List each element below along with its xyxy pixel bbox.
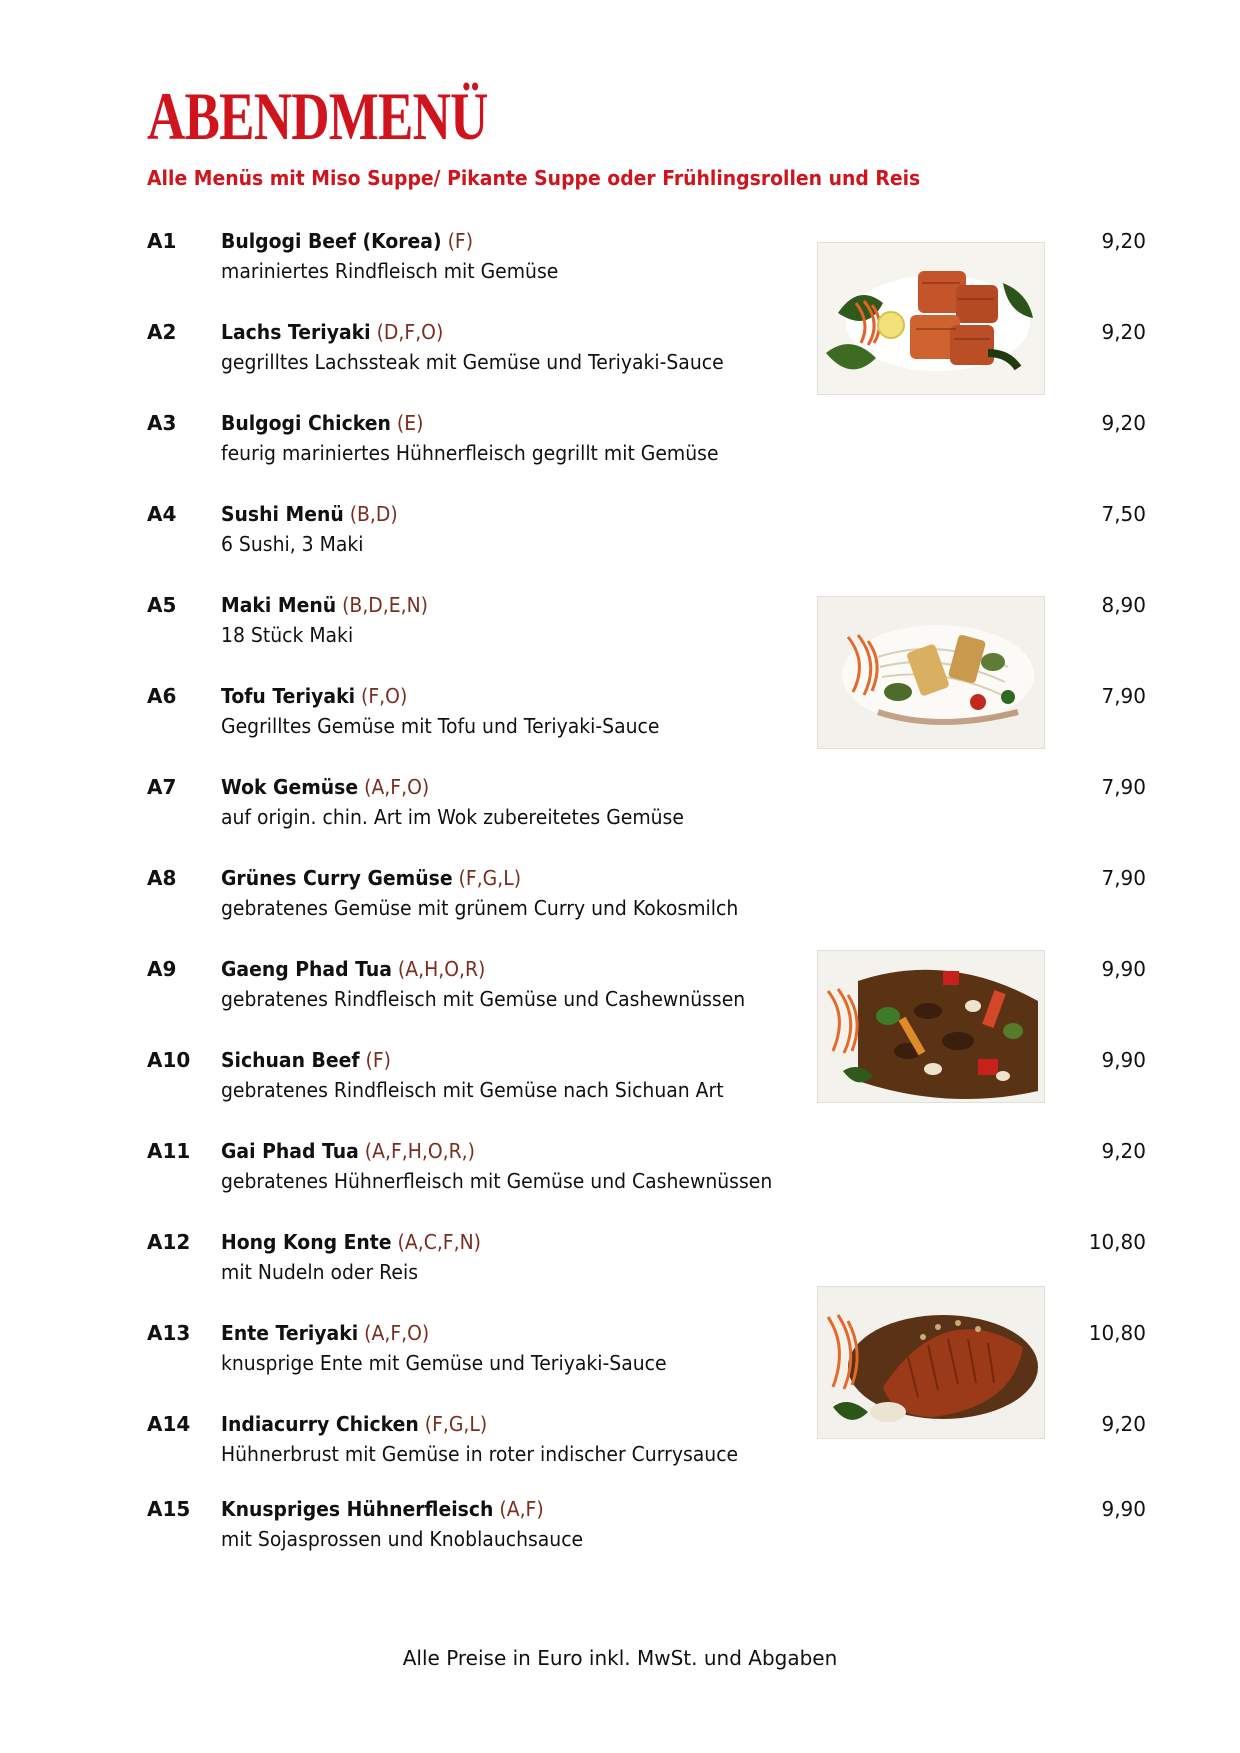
item-description: gebratenes Gemüse mit grünem Curry und Kokosmilch: [221, 896, 739, 920]
item-allergens: (A,F,O): [364, 775, 430, 799]
menu-item: [0, 1319, 1240, 1389]
item-name: Ente Teriyaki: [221, 1321, 359, 1345]
item-name: Gaeng Phad Tua: [221, 957, 392, 981]
item-description: Hühnerbrust mit Gemüse in roter indischer Currysauce: [221, 1442, 739, 1466]
item-allergens: (A,C,F,N): [397, 1230, 481, 1254]
item-name: Maki Menü: [221, 593, 337, 617]
menu-item: [0, 227, 1240, 297]
item-description: gebratenes Hühnerfleisch mit Gemüse und Cashewnüssen: [221, 1169, 773, 1193]
menu-item: [0, 1137, 1240, 1207]
item-price: 7,90: [1101, 866, 1146, 890]
menu-item: [0, 682, 1240, 752]
item-name: Grünes Curry Gemüse: [221, 866, 453, 890]
item-price: 10,80: [1088, 1230, 1146, 1254]
menu-title: ABENDMENÜ: [147, 78, 488, 154]
item-code: A9: [147, 957, 177, 981]
menu-item: [0, 318, 1240, 388]
item-price: 9,20: [1101, 229, 1146, 253]
item-allergens: (B,D,E,N): [342, 593, 429, 617]
item-description: 6 Sushi, 3 Maki: [221, 532, 364, 556]
item-description: gebratenes Rindfleisch mit Gemüse nach Sichuan Art: [221, 1078, 724, 1102]
item-name: Wok Gemüse: [221, 775, 359, 799]
item-description: auf origin. chin. Art im Wok zubereitetes Gemüse: [221, 805, 684, 829]
salmon-dish-photo: [818, 243, 1044, 394]
item-name: Bulgogi Beef (Korea): [221, 229, 442, 253]
item-description: mit Sojasprossen und Knoblauchsauce: [221, 1527, 584, 1551]
item-allergens: (A,F): [499, 1497, 544, 1521]
item-allergens: (A,F,H,O,R,): [364, 1139, 476, 1163]
tofu-dish-photo: [818, 597, 1044, 748]
item-name: Knuspriges Hühnerfleisch: [221, 1497, 494, 1521]
item-description: 18 Stück Maki: [221, 623, 354, 647]
menu-item: [0, 773, 1240, 843]
item-price: 9,90: [1101, 957, 1146, 981]
item-price: 9,20: [1101, 411, 1146, 435]
item-allergens: (D,F,O): [376, 320, 444, 344]
item-allergens: (E): [396, 411, 424, 435]
menu-item: [0, 409, 1240, 479]
beef-dish-photo: [818, 951, 1044, 1102]
item-price: 9,90: [1101, 1048, 1146, 1072]
item-description: mit Nudeln oder Reis: [221, 1260, 418, 1284]
item-code: A12: [147, 1230, 191, 1254]
item-allergens: (A,H,O,R): [397, 957, 486, 981]
item-code: A15: [147, 1497, 191, 1521]
menu-item: [0, 1495, 1240, 1565]
item-description: knusprige Ente mit Gemüse und Teriyaki-Sauce: [221, 1351, 667, 1375]
duck-dish-photo: [818, 1287, 1044, 1438]
menu-item: [0, 1410, 1240, 1480]
menu-item: [0, 864, 1240, 934]
item-allergens: (F,O): [361, 684, 408, 708]
price-note: Alle Preise in Euro inkl. MwSt. und Abgaben: [402, 1646, 838, 1670]
item-allergens: (F,G,L): [424, 1412, 488, 1436]
item-description: gebratenes Rindfleisch mit Gemüse und Cashewnüssen: [221, 987, 746, 1011]
item-allergens: (F): [365, 1048, 391, 1072]
menu-subtitle: Alle Menüs mit Miso Suppe/ Pikante Suppe oder Frühlingsrollen und Reis: [147, 166, 921, 190]
item-allergens: (F): [447, 229, 474, 253]
item-code: A10: [147, 1048, 191, 1072]
item-price: 7,90: [1101, 775, 1146, 799]
item-price: 10,80: [1088, 1321, 1146, 1345]
item-name: Sichuan Beef: [221, 1048, 360, 1072]
item-code: A4: [147, 502, 177, 526]
item-description: gegrilltes Lachssteak mit Gemüse und Teriyaki-Sauce: [221, 350, 724, 374]
item-name: Bulgogi Chicken: [221, 411, 391, 435]
menu-item: [0, 955, 1240, 1025]
item-code: A1: [147, 229, 177, 253]
item-allergens: (A,F,O): [364, 1321, 430, 1345]
item-description: Gegrilltes Gemüse mit Tofu und Teriyaki-Sauce: [221, 714, 660, 738]
item-price: 9,20: [1101, 320, 1146, 344]
menu-item: [0, 591, 1240, 661]
item-price: 7,90: [1101, 684, 1146, 708]
item-name: Lachs Teriyaki: [221, 320, 371, 344]
item-name: Indiacurry Chicken: [221, 1412, 419, 1436]
item-allergens: (F,G,L): [458, 866, 522, 890]
item-price: 9,20: [1101, 1139, 1146, 1163]
item-description: mariniertes Rindfleisch mit Gemüse: [221, 259, 559, 283]
item-name: Tofu Teriyaki: [221, 684, 356, 708]
item-code: A11: [147, 1139, 191, 1163]
item-code: A13: [147, 1321, 191, 1345]
item-code: A2: [147, 320, 177, 344]
item-code: A3: [147, 411, 177, 435]
item-name: Hong Kong Ente: [221, 1230, 392, 1254]
item-code: A8: [147, 866, 177, 890]
item-price: 8,90: [1101, 593, 1146, 617]
menu-item: [0, 1228, 1240, 1298]
menu-item: [0, 500, 1240, 570]
item-name: Sushi Menü: [221, 502, 344, 526]
item-allergens: (B,D): [349, 502, 398, 526]
item-code: A7: [147, 775, 177, 799]
item-price: 9,20: [1101, 1412, 1146, 1436]
item-code: A14: [147, 1412, 191, 1436]
item-description: feurig mariniertes Hühnerfleisch gegrillt mit Gemüse: [221, 441, 719, 465]
item-price: 7,50: [1101, 502, 1146, 526]
item-name: Gai Phad Tua: [221, 1139, 359, 1163]
item-code: A5: [147, 593, 177, 617]
item-price: 9,90: [1101, 1497, 1146, 1521]
item-code: A6: [147, 684, 177, 708]
menu-item: [0, 1046, 1240, 1116]
